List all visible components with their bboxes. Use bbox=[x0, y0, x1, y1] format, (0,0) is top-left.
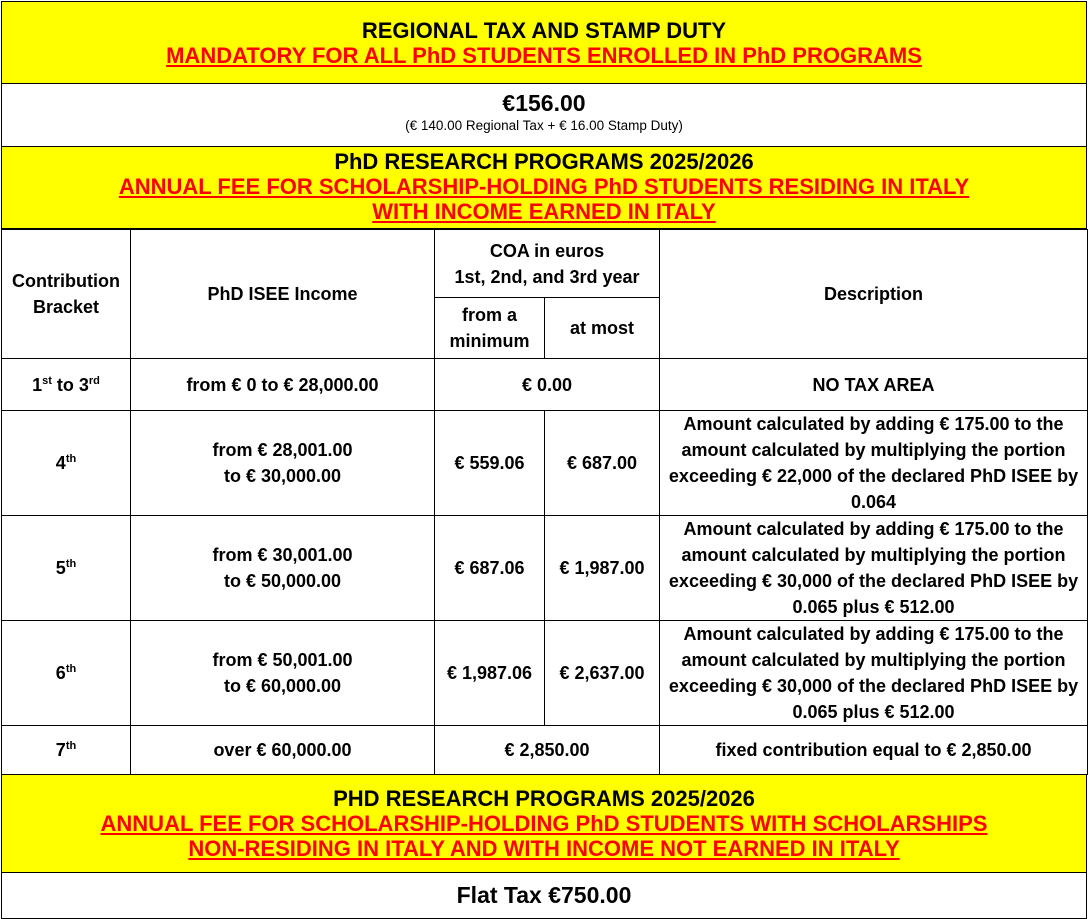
row-coa: € 2,850.00 bbox=[435, 726, 660, 775]
regional-tax-subtitle: MANDATORY FOR ALL PhD STUDENTS ENROLLED IN PhD PROGRAMS bbox=[166, 43, 922, 68]
row-bracket: 5th bbox=[2, 516, 131, 621]
header-description: Description bbox=[660, 230, 1088, 359]
header-max: at most bbox=[545, 298, 660, 359]
row-bracket: 7th bbox=[2, 726, 131, 775]
row-income: from € 50,001.00 to € 60,000.00 bbox=[131, 621, 435, 726]
resident-section-subtitle-1: ANNUAL FEE FOR SCHOLARSHIP-HOLDING PhD STUDENTS RESIDING IN ITALY bbox=[118, 174, 970, 199]
row-description: Amount calculated by adding € 175.00 to the amount calculated by multiplying the portion exceeding € 30,000 of the declared PhD ISEE by 0.065 plus € 512.00 bbox=[660, 621, 1088, 726]
row-min: € 687.06 bbox=[435, 516, 545, 621]
header-coa bbox=[435, 230, 660, 298]
row-income: from € 0 to € 28,000.00 bbox=[131, 359, 435, 411]
row-coa: € 0.00 bbox=[435, 359, 660, 411]
header-min-line2: minimum bbox=[449, 331, 530, 351]
resident-section-header bbox=[1, 147, 1087, 229]
table-row bbox=[2, 411, 1088, 516]
nonresident-section-header bbox=[1, 775, 1087, 873]
row-income: from € 30,001.00 to € 50,000.00 bbox=[131, 516, 435, 621]
table-row bbox=[2, 726, 1088, 775]
header-bracket-line1: Contribution bbox=[12, 271, 120, 291]
table-row bbox=[2, 359, 1088, 411]
nonresident-section-subtitle-1: ANNUAL FEE FOR SCHOLARSHIP-HOLDING PhD STUDENTS WITH SCHOLARSHIPS bbox=[100, 811, 988, 836]
fee-table bbox=[1, 229, 1088, 775]
table-row bbox=[2, 621, 1088, 726]
header-bracket-line2: Bracket bbox=[32, 297, 100, 317]
row-bracket: 1st to 3rd bbox=[2, 359, 131, 411]
fee-document bbox=[1, 1, 1087, 919]
row-bracket: 4th bbox=[2, 411, 131, 516]
nonresident-section-subtitle-2: NON-RESIDING IN ITALY AND WITH INCOME NOT EARNED IN ITALY bbox=[188, 836, 900, 861]
row-description: Amount calculated by adding € 175.00 to the amount calculated by multiplying the portion exceeding € 30,000 of the declared PhD ISEE by 0.065 plus € 512.00 bbox=[660, 516, 1088, 621]
row-min: € 1,987.06 bbox=[435, 621, 545, 726]
header-income: PhD ISEE Income bbox=[131, 230, 435, 359]
regional-tax-title: REGIONAL TAX AND STAMP DUTY bbox=[361, 18, 727, 43]
header-coa-line1: COA in euros bbox=[489, 240, 605, 261]
row-max: € 2,637.00 bbox=[545, 621, 660, 726]
nonresident-section-title: PHD RESEARCH PROGRAMS 2025/2026 bbox=[333, 786, 755, 811]
header-bracket bbox=[2, 230, 131, 359]
row-max: € 687.00 bbox=[545, 411, 660, 516]
regional-tax-amount-box bbox=[1, 84, 1087, 147]
header-coa-line2: 1st, 2nd, and 3rd year bbox=[454, 266, 640, 287]
regional-tax-amount: €156.00 bbox=[502, 90, 586, 116]
row-income: from € 28,001.00 to € 30,000.00 bbox=[131, 411, 435, 516]
row-description: Amount calculated by adding € 175.00 to the amount calculated by multiplying the portion exceeding € 22,000 of the declared PhD ISEE by 0.064 bbox=[660, 411, 1088, 516]
flat-tax-amount: Flat Tax €750.00 bbox=[456, 882, 632, 908]
row-bracket: 6th bbox=[2, 621, 131, 726]
table-header-row bbox=[2, 230, 1088, 298]
regional-tax-header bbox=[1, 1, 1087, 84]
header-min-line1: from a bbox=[461, 305, 517, 325]
row-max: € 1,987.00 bbox=[545, 516, 660, 621]
resident-section-subtitle-2: WITH INCOME EARNED IN ITALY bbox=[372, 199, 716, 224]
header-min bbox=[435, 298, 545, 359]
regional-tax-breakdown: (€ 140.00 Regional Tax + € 16.00 Stamp Duty) bbox=[405, 118, 683, 133]
flat-tax-box bbox=[1, 873, 1087, 919]
row-description: NO TAX AREA bbox=[660, 359, 1088, 411]
table-row bbox=[2, 516, 1088, 621]
row-income: over € 60,000.00 bbox=[131, 726, 435, 775]
row-min: € 559.06 bbox=[435, 411, 545, 516]
resident-section-title: PhD RESEARCH PROGRAMS 2025/2026 bbox=[334, 149, 754, 174]
row-description: fixed contribution equal to € 2,850.00 bbox=[660, 726, 1088, 775]
